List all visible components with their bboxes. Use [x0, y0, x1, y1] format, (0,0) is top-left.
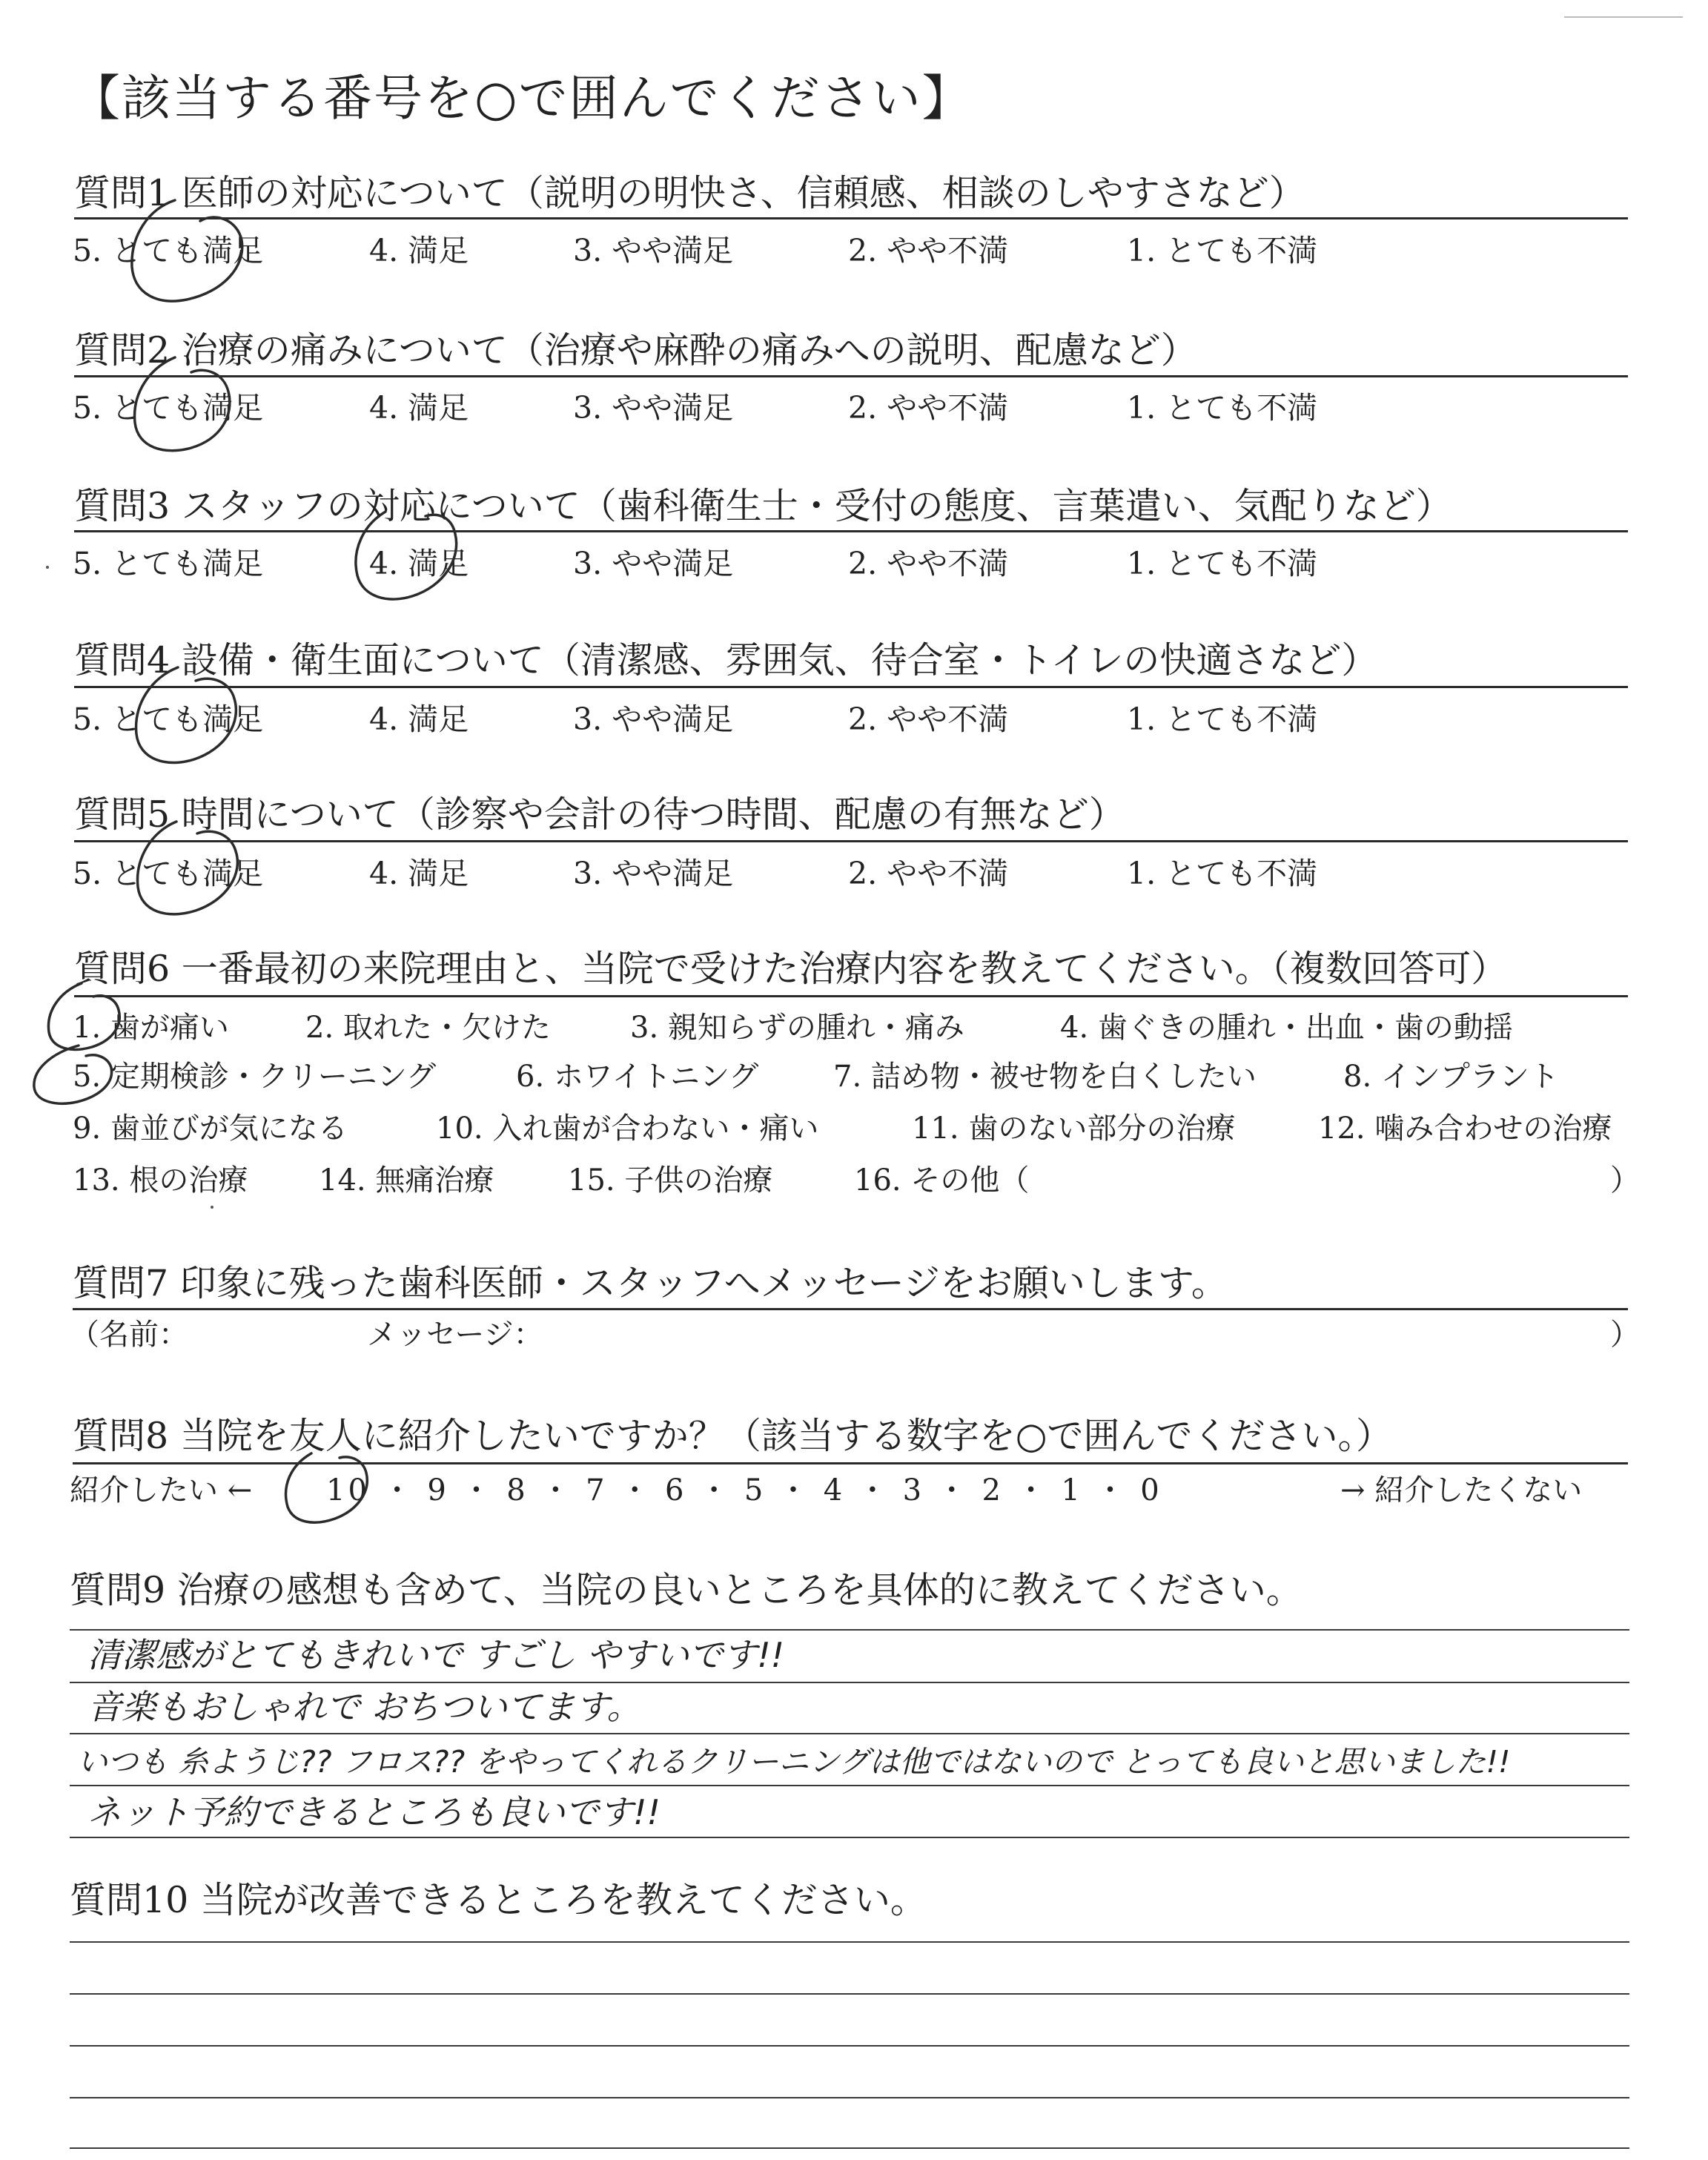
q4-option-2[interactable]: 2. やや不満 [848, 701, 1009, 737]
question-7: 質問7 印象に残った歯科医師・スタッフへメッセージをお願いします。 [73, 1262, 1228, 1304]
q4-option-5[interactable]: 5. とても満足 [73, 701, 264, 737]
q5-option-5[interactable]: 5. とても満足 [73, 856, 264, 891]
q6-option-12[interactable]: 12. 噛み合わせの治療 [1318, 1112, 1612, 1146]
q6-option-3[interactable]: 3. 親知らずの腫れ・痛み [630, 1011, 964, 1045]
q2-option-1[interactable]: 1. とても不満 [1127, 390, 1318, 426]
q8-left-label: 紹介したい ← [70, 1473, 253, 1507]
q3-option-1[interactable]: 1. とても不満 [1127, 546, 1318, 581]
q6-option-8[interactable]: 8. インプラント [1343, 1060, 1559, 1094]
q3-selection-circle [356, 512, 457, 599]
q2-selection-circle [135, 357, 230, 451]
question-4: 質問4 設備・衛生面について（清潔感、雰囲気、待合室・トイレの快適さなど） [74, 639, 1378, 681]
q6-option-13[interactable]: 13. 根の治療 [73, 1163, 248, 1198]
q5-option-2[interactable]: 2. やや不満 [848, 856, 1009, 891]
q4-option-1[interactable]: 1. とても不満 [1127, 701, 1318, 737]
q6-option-5[interactable]: 5. 定期検診・クリーニング [73, 1060, 437, 1094]
q9-answer-line-4: ネット予約できるところも良いです!! [87, 1792, 661, 1832]
q6-option-1-circle [48, 983, 119, 1049]
question-2: 質問2 治療の痛みについて（治療や麻酔の痛みへの説明、配慮など） [74, 329, 1197, 371]
q6-other-close-paren: ） [1610, 1163, 1640, 1198]
q6-option-1[interactable]: 1. 歯が痛い [73, 1011, 229, 1045]
q8-selection-circle [286, 1453, 368, 1522]
q6-option-9[interactable]: 9. 歯並びが気になる [73, 1112, 348, 1146]
question-9: 質問9 治療の感想も含めて、当院の良いところを具体的に教えてください。 [70, 1569, 1302, 1611]
q3-option-4[interactable]: 4. 満足 [369, 546, 469, 581]
q4-option-4[interactable]: 4. 満足 [369, 701, 469, 737]
q4-selection-circle [136, 667, 236, 763]
q6-option-4[interactable]: 4. 歯ぐきの腫れ・出血・歯の動揺 [1060, 1011, 1513, 1045]
q1-option-3[interactable]: 3. やや満足 [573, 233, 734, 268]
q1-selection-circle [132, 200, 242, 301]
q5-option-1[interactable]: 1. とても不満 [1127, 856, 1318, 891]
q6-option-15[interactable]: 15. 子供の治療 [568, 1163, 773, 1198]
q1-option-2[interactable]: 2. やや不満 [848, 233, 1009, 268]
q6-option-2[interactable]: 2. 取れた・欠けた [305, 1011, 551, 1045]
q4-option-3[interactable]: 3. やや満足 [573, 701, 734, 737]
q8-right-label: → 紹介したくない [1340, 1473, 1583, 1507]
q6-option-6[interactable]: 6. ホワイトニング [516, 1060, 759, 1094]
question-10: 質問10 当院が改善できるところを教えてください。 [70, 1879, 927, 1921]
q7-name-label: （名前： [70, 1318, 188, 1352]
q9-answer-line-3: いつも 糸ようじ?? フロス?? をやってくれるクリーニングは他ではないので とっても良いと思いました!! [77, 1744, 1511, 1780]
q3-option-5[interactable]: 5. とても満足 [73, 546, 264, 581]
question-8: 質問8 当院を友人に紹介したいですか？（該当する数字を○で囲んでください。） [73, 1415, 1393, 1457]
q5-selection-circle [138, 822, 238, 914]
question-3: 質問3 スタッフの対応について（歯科衛生士・受付の態度、言葉遣い、気配りなど） [74, 485, 1452, 527]
q6-option-11[interactable]: 11. 歯のない部分の治療 [912, 1112, 1236, 1146]
question-1: 質問1 医師の対応について（説明の明快さ、信頼感、相談のしやすさなど） [74, 172, 1305, 214]
q8-scale[interactable]: 10 ・ 9 ・ 8 ・ 7 ・ 6 ・ 5 ・ 4 ・ 3 ・ 2 ・ 1 ・ 0 [326, 1473, 1162, 1507]
q6-option-5-circle [34, 1046, 112, 1103]
q6-option-10[interactable]: 10. 入れ歯が合わない・痛い [436, 1112, 819, 1146]
q1-option-4[interactable]: 4. 満足 [369, 233, 469, 268]
q2-option-5[interactable]: 5. とても満足 [73, 390, 264, 426]
q6-option-16[interactable]: 16. その他（ [854, 1163, 1030, 1198]
q3-option-3[interactable]: 3. やや満足 [573, 546, 734, 581]
question-5: 質問5 時間について（診察や会計の待つ時間、配慮の有無など） [74, 793, 1125, 836]
q5-option-3[interactable]: 3. やや満足 [573, 856, 734, 891]
q6-option-14[interactable]: 14. 無痛治療 [319, 1163, 494, 1198]
q7-message-label: メッセージ： [367, 1318, 543, 1352]
q2-option-2[interactable]: 2. やや不満 [848, 390, 1009, 426]
q2-option-3[interactable]: 3. やや満足 [573, 390, 734, 426]
form-title: 【該当する番号を○で囲んでください】 [71, 70, 973, 127]
q9-answer-line-1: 清潔感がとてもきれいで すごし やすいです!! [87, 1635, 785, 1675]
q3-option-2[interactable]: 2. やや不満 [848, 546, 1009, 581]
question-6: 質問6 一番最初の来院理由と、当院で受けた治療内容を教えてください。（複数回答可） [74, 948, 1508, 990]
q1-option-1[interactable]: 1. とても不満 [1127, 233, 1318, 268]
q9-answer-line-2: 音楽もおしゃれで おちついてます。 [87, 1687, 641, 1727]
q7-close-paren: ） [1610, 1318, 1640, 1352]
q6-option-7[interactable]: 7. 詰め物・被せ物を白くしたい [833, 1060, 1257, 1094]
q5-option-4[interactable]: 4. 満足 [369, 856, 469, 891]
q1-option-5[interactable]: 5. とても満足 [73, 233, 264, 268]
q2-option-4[interactable]: 4. 満足 [369, 390, 469, 426]
